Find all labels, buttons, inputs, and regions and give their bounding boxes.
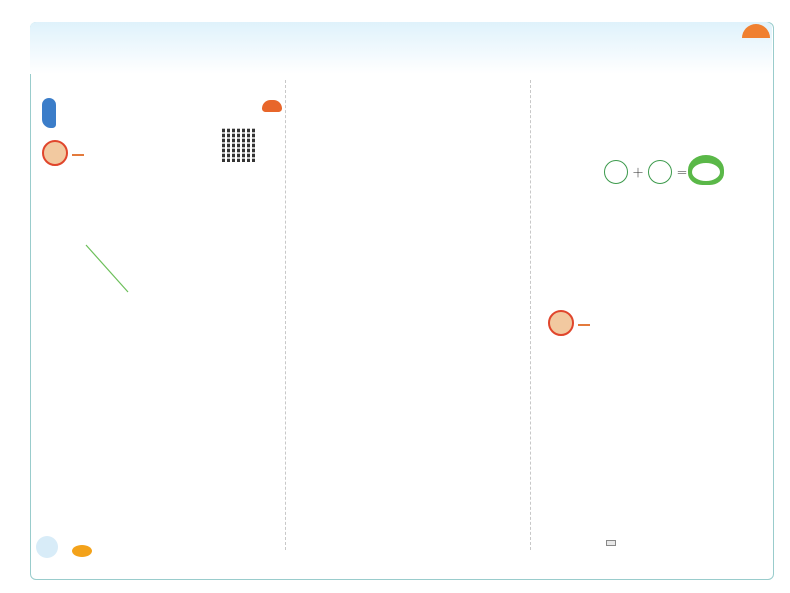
frog-icon	[688, 155, 724, 185]
fish-icon	[72, 545, 92, 557]
eq-example-a	[604, 160, 628, 184]
watermark-stamp	[606, 540, 616, 546]
eq-example-b	[648, 160, 672, 184]
rabbit-mascot-icon	[548, 310, 574, 336]
page-number	[36, 536, 58, 558]
badge-label	[578, 320, 590, 326]
plus-sign: ＋	[632, 166, 645, 180]
advanced-homework-badge	[548, 310, 590, 336]
equals-sign: ＝	[676, 166, 689, 180]
